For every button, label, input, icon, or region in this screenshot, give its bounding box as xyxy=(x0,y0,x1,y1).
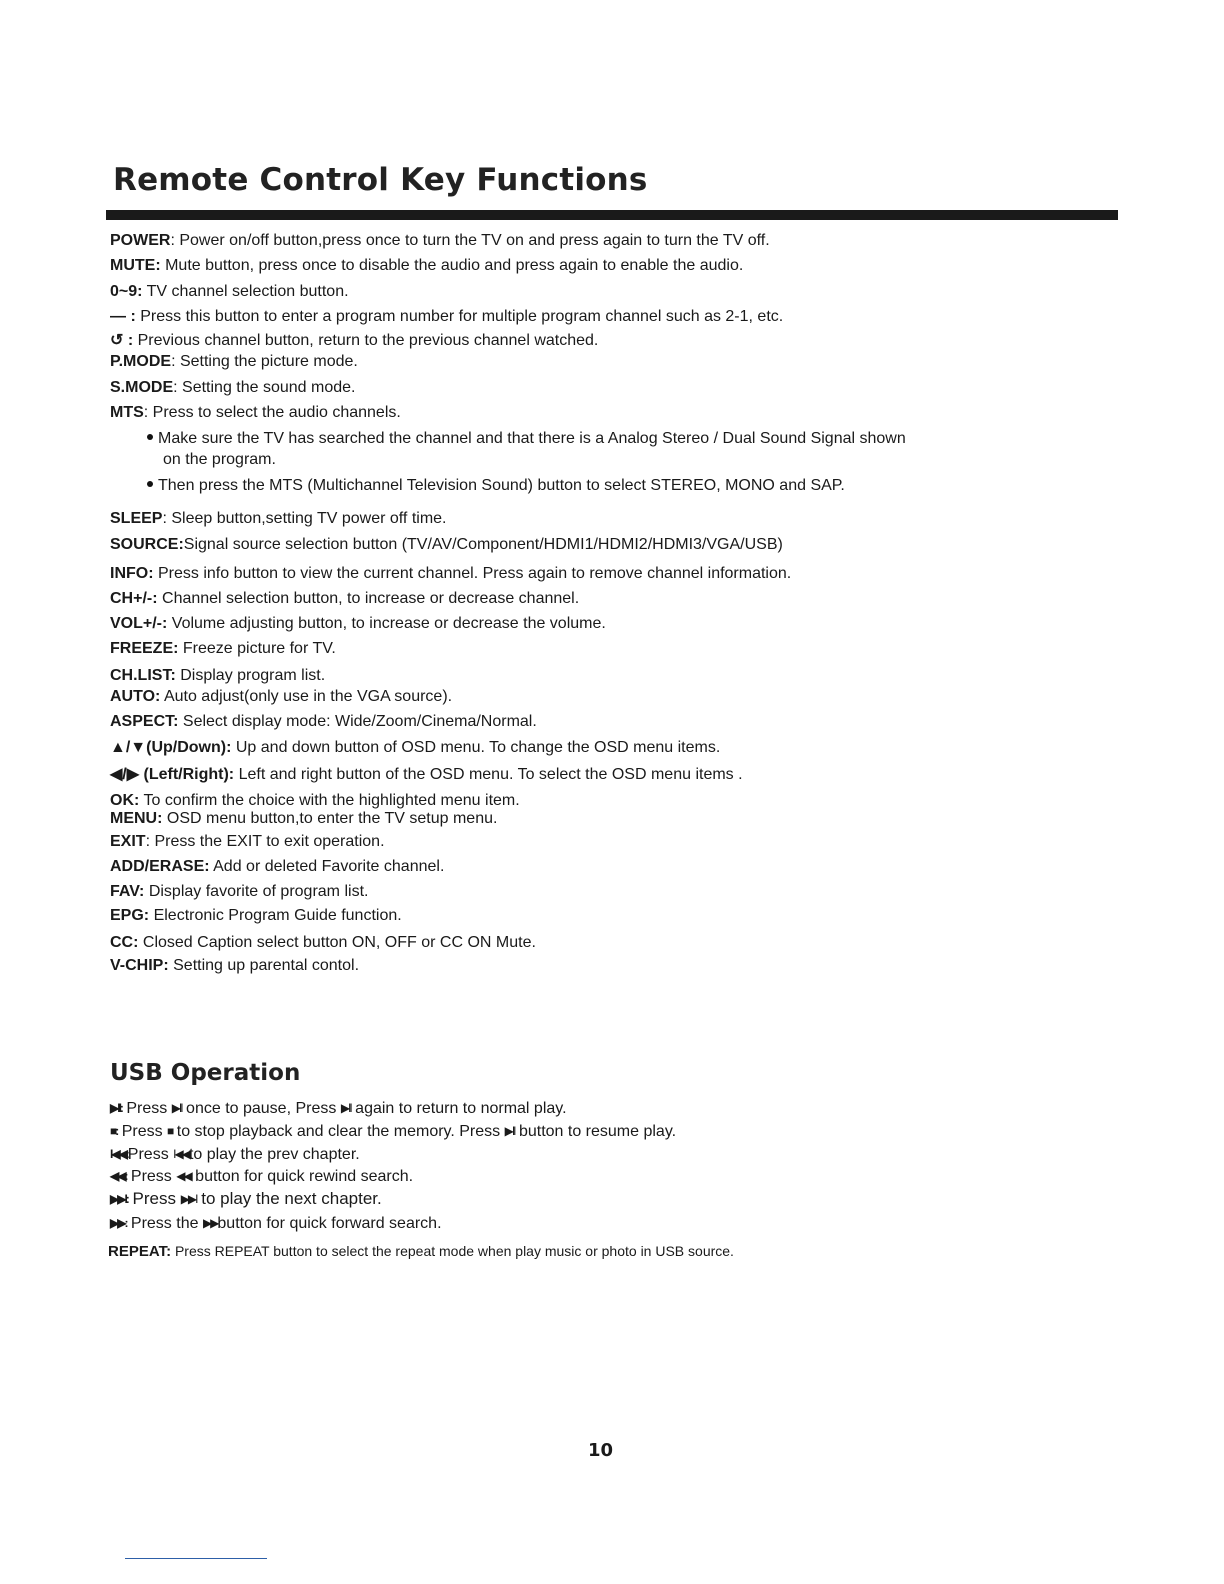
title-rule xyxy=(106,210,1118,220)
key-pmode: P.MODE: Setting the picture mode. xyxy=(110,353,358,370)
key-adderase: ADD/ERASE: Add or deleted Favorite channel. xyxy=(110,858,445,875)
usb-section-title: USB Operation xyxy=(110,1060,301,1086)
footer-rule xyxy=(125,1558,267,1559)
fast-forward-icon: ▶▶: xyxy=(110,1216,127,1230)
play-pause-icon: ▶II xyxy=(171,1101,182,1115)
key-sleep: SLEEP: Sleep button,setting TV power off time. xyxy=(110,510,447,527)
key-vchip: V-CHIP: Setting up parental contol. xyxy=(110,957,360,974)
page-number: 10 xyxy=(588,1440,614,1461)
key-vol: VOL+/-: Volume adjusting button, to increase or decrease the volume. xyxy=(110,615,606,632)
stop-icon: ■ xyxy=(167,1124,173,1138)
play-pause-icon: ▶II xyxy=(340,1101,351,1115)
key-power: POWER: Power on/off button,press once to turn the TV on and press again to turn the TV off. xyxy=(110,232,770,249)
rewind-icon: ◀◀: xyxy=(110,1169,127,1183)
up-down-arrow-icon: ▲/▼(Up/Down): xyxy=(110,739,232,756)
key-cc: CC: Closed Caption select button ON, OFF or CC ON Mute. xyxy=(110,934,536,951)
key-auto: AUTO: Auto adjust(only use in the VGA source). xyxy=(110,688,453,705)
key-info: INFO: Press info button to view the current channel. Press again to remove channel information. xyxy=(110,565,792,582)
usb-repeat: REPEAT: Press REPEAT button to select the repeat mode when play music or photo in USB source. xyxy=(108,1243,734,1260)
recall-icon: ↺ : xyxy=(110,332,134,349)
key-mute: MUTE: Mute button, press once to disable the audio and press again to enable the audio. xyxy=(110,257,744,274)
prev-chapter-icon: I◀◀: xyxy=(110,1147,128,1161)
next-chapter-icon: ▶▶I xyxy=(180,1191,197,1206)
page-title: Remote Control Key Functions xyxy=(113,162,648,198)
stop-icon: ■: xyxy=(110,1124,118,1138)
play-pause-icon: ▶II xyxy=(504,1124,515,1138)
key-dash: — : Press this button to enter a program number for multiple program channel such as 2-1, etc. xyxy=(110,308,784,325)
usb-next: ▶▶I: Press ▶▶I to play the next chapter. xyxy=(110,1189,382,1208)
usb-rewind: ◀◀: Press ◀◀ button for quick rewind search. xyxy=(110,1167,413,1187)
key-source: SOURCE:Signal source selection button (TV/AV/Component/HDMI1/HDMI2/HDMI3/VGA/USB) xyxy=(110,536,783,553)
key-updown: ▲/▼(Up/Down): Up and down button of OSD menu. To change the OSD menu items. xyxy=(110,739,721,756)
usb-stop: ■: Press ■ to stop playback and clear the memory. Press ▶II button to resume play. xyxy=(110,1122,676,1142)
key-menu: MENU: OSD menu button,to enter the TV setup menu. xyxy=(110,810,498,827)
key-aspect: ASPECT: Select display mode: Wide/Zoom/Cinema/Normal. xyxy=(110,713,537,730)
usb-prev: I◀◀:Press I◀◀to play the prev chapter. xyxy=(110,1145,360,1165)
key-epg: EPG: Electronic Program Guide function. xyxy=(110,907,402,924)
next-chapter-icon: ▶▶I: xyxy=(110,1191,128,1206)
rewind-icon: ◀◀ xyxy=(176,1169,191,1183)
mts-bullet-2: Then press the MTS (Multichannel Television Sound) button to select STEREO, MONO and SAP. xyxy=(147,475,1017,496)
usb-play-pause: ▶II: Press ▶II once to pause, Press ▶II again to return to normal play. xyxy=(110,1099,567,1119)
key-mts: MTS: Press to select the audio channels. xyxy=(110,404,401,421)
key-fav: FAV: Display favorite of program list. xyxy=(110,883,369,900)
usb-forward: ▶▶: Press the ▶▶button for quick forward search. xyxy=(110,1214,442,1234)
key-recall: ↺ : Previous channel button, return to the previous channel watched. xyxy=(110,332,599,349)
bullet-icon xyxy=(147,434,153,440)
key-ch: CH+/-: Channel selection button, to increase or decrease channel. xyxy=(110,590,580,607)
mts-bullet-1-cont: on the program. xyxy=(163,451,276,468)
key-chlist: CH.LIST: Display program list. xyxy=(110,667,326,684)
mts-bullet-1: Make sure the TV has searched the channel and that there is a Analog Stereo / Dual Sound Signal shown xyxy=(147,428,1017,449)
play-pause-icon: ▶II: xyxy=(110,1101,122,1115)
key-digits: 0~9: TV channel selection button. xyxy=(110,283,349,300)
key-freeze: FREEZE: Freeze picture for TV. xyxy=(110,640,336,657)
key-ok: OK: To confirm the choice with the highlighted menu item. xyxy=(110,792,520,809)
key-leftright: ◀/▶ (Left/Right): Left and right button of the OSD menu. To select the OSD menu items . xyxy=(110,766,743,783)
bullet-icon xyxy=(147,481,153,487)
key-exit: EXIT: Press the EXIT to exit operation. xyxy=(110,833,385,850)
prev-chapter-icon: I◀◀ xyxy=(173,1147,189,1161)
fast-forward-icon: ▶▶ xyxy=(202,1216,218,1230)
left-right-arrow-icon: ◀/▶ (Left/Right): xyxy=(110,766,235,783)
key-smode: S.MODE: Setting the sound mode. xyxy=(110,379,356,396)
